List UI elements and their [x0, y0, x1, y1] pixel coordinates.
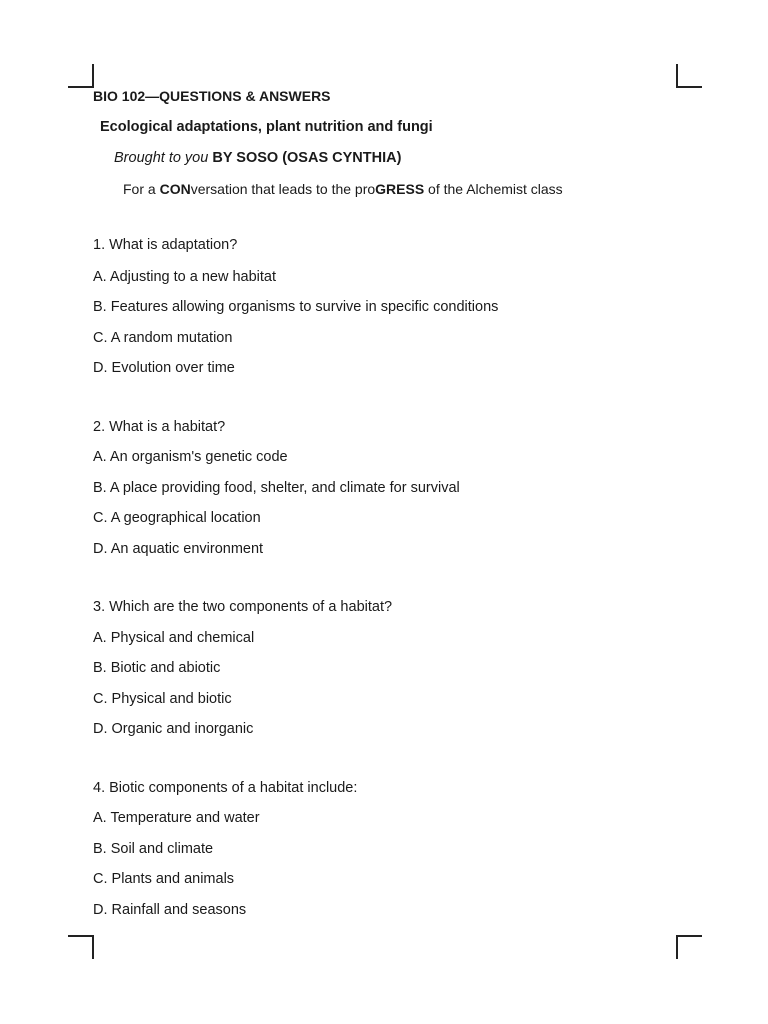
question-3-option-a: A. Physical and chemical: [93, 630, 255, 646]
crop-mark-bottom-left: [68, 935, 94, 959]
question-1: 1. What is adaptation?: [93, 237, 238, 253]
document-title: BIO 102—QUESTIONS & ANSWERS: [93, 88, 331, 104]
byline: [114, 150, 401, 166]
byline-intro: Brought to you: [114, 150, 209, 166]
question-4: 4. Biotic components of a habitat include:: [93, 780, 358, 796]
question-1-option-c: C. A random mutation: [93, 330, 233, 346]
question-4-option-b: B. Soil and climate: [93, 841, 214, 857]
question-1-option-b: B. Features allowing organisms to survive in specific conditions: [93, 299, 499, 315]
question-4-option-d: D. Rainfall and seasons: [93, 902, 247, 918]
question-1-option-a: A. Adjusting to a new habitat: [93, 269, 276, 285]
question-3-option-d: D. Organic and inorganic: [93, 721, 254, 737]
question-4-option-c: C. Plants and animals: [93, 871, 235, 887]
slogan-part: versation that leads to the pro: [190, 181, 376, 197]
question-2-option-d: D. An aquatic environment: [93, 541, 264, 557]
question-2-option-c: C. A geographical location: [93, 510, 261, 526]
question-4-option-a: A. Temperature and water: [93, 810, 260, 826]
crop-mark-top-left: [68, 64, 94, 88]
document-subtitle: Ecological adaptations, plant nutrition and fungi: [100, 119, 433, 135]
question-3-option-b: B. Biotic and abiotic: [93, 660, 221, 676]
crop-mark-bottom-right: [676, 935, 702, 959]
slogan: [123, 181, 563, 197]
question-2-option-b: B. A place providing food, shelter, and climate for survival: [93, 480, 460, 496]
slogan-bold-part: GRESS: [375, 181, 425, 197]
slogan-part: of the Alchemist class: [424, 181, 563, 197]
question-3: 3. Which are the two components of a habitat?: [93, 599, 393, 615]
question-2: 2. What is a habitat?: [93, 419, 226, 435]
crop-mark-top-right: [676, 64, 702, 88]
question-2-option-a: A. An organism's genetic code: [93, 449, 288, 465]
slogan-bold-part: CON: [159, 181, 191, 197]
question-3-option-c: C. Physical and biotic: [93, 691, 232, 707]
question-1-option-d: D. Evolution over time: [93, 360, 235, 376]
slogan-part: For a: [123, 181, 160, 197]
byline-author: BY SOSO (OSAS CYNTHIA): [212, 150, 402, 166]
